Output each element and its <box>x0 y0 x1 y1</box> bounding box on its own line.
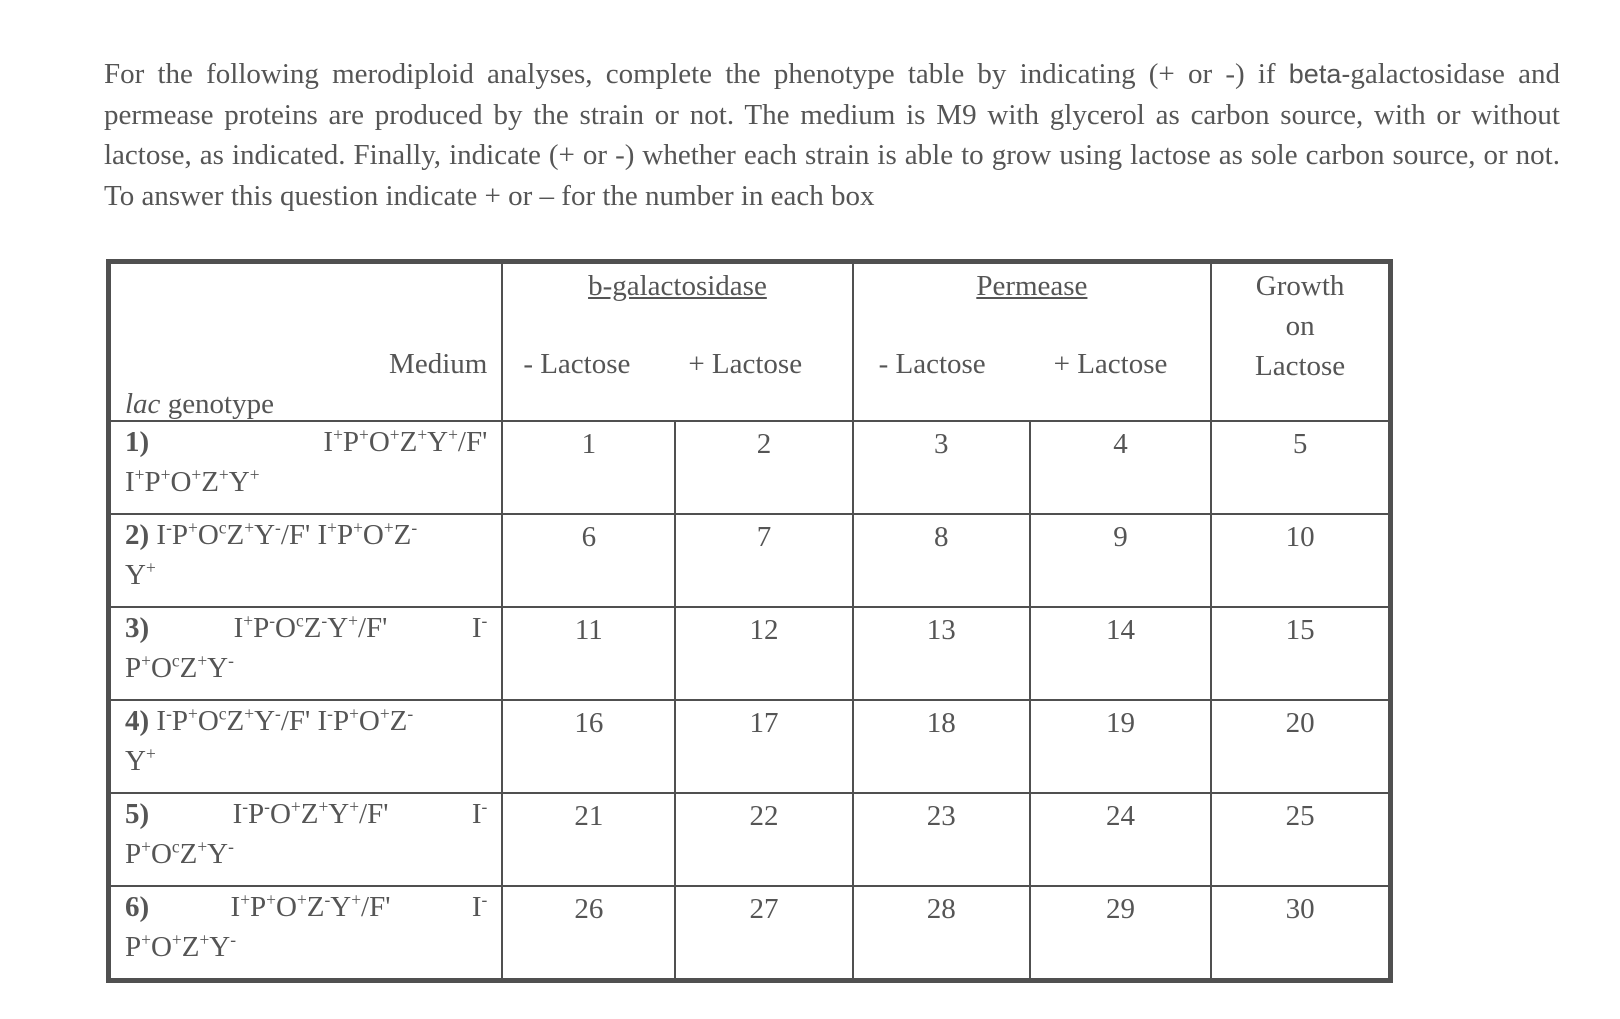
genotype-main <box>125 887 149 927</box>
answer-box[interactable]: 2 <box>675 421 852 514</box>
bgal-title: b-galactosidase <box>588 270 767 302</box>
instructions-part2: beta- <box>1288 59 1351 89</box>
answer-box[interactable]: 8 <box>853 514 1030 607</box>
instructions-part1: For the following merodiploid analyses, complete the phenotype table by indicating (+ or -) if <box>104 58 1289 90</box>
answer-box[interactable]: 4 <box>1030 421 1211 514</box>
genotype-line2: I+P+O+Z+Y+ <box>125 464 260 498</box>
answer-box[interactable]: 25 <box>1211 793 1390 886</box>
genotype-line2: $P^+O^cZ^+Y^-$ <box>125 650 234 684</box>
bgal-plus-lactose: + Lactose <box>688 348 803 380</box>
header-row <box>109 262 1391 422</box>
genotype-text: $I^-P^+O^cZ^+Y^-/F'$ I-P+O+Z- <box>149 703 414 737</box>
answer-box[interactable]: 26 <box>502 886 675 981</box>
instructions-paragraph <box>104 54 1560 216</box>
answer-box[interactable]: 30 <box>1211 886 1390 981</box>
growth-line2: on <box>1285 310 1315 342</box>
genotype-cell <box>109 607 503 700</box>
answer-box[interactable]: 27 <box>675 886 852 981</box>
answer-box[interactable]: 15 <box>1211 607 1390 700</box>
genotype-tail: I- <box>471 796 488 830</box>
genotype-text: $I^-P^+O^cZ^+Y^-/F'$ I+P+O+Z- <box>149 517 418 551</box>
genotype-line1 <box>125 422 487 462</box>
genotype-cell <box>109 421 503 514</box>
instructions-part3: galactosidase and permease proteins are produced by the strain or not. The medium is M9 with glycerol as carbon source, with or without lactose, as indicated. Finally, indicate (+ or -) whether each strain is able to grow using lactose as sole carbon source, or not. To answer this question indicate + or – for the number in each box <box>104 58 1560 212</box>
genotype-cell <box>109 793 503 886</box>
answer-box[interactable]: 19 <box>1030 700 1211 793</box>
table-row <box>109 421 1391 514</box>
bgal-minus-lactose: - Lactose <box>523 348 631 380</box>
genotype-line1 <box>125 701 487 741</box>
row-number: 1) <box>125 426 150 458</box>
answer-box[interactable]: 9 <box>1030 514 1211 607</box>
table-row <box>109 700 1391 793</box>
genotype-label <box>125 388 274 421</box>
growth-line1: Growth <box>1255 270 1345 302</box>
genotype-label-rest: genotype <box>160 388 274 420</box>
header-permease-group <box>853 262 1212 422</box>
answer-box[interactable]: 12 <box>675 607 852 700</box>
answer-box[interactable]: 14 <box>1030 607 1211 700</box>
genotype-tail: I- <box>471 889 488 923</box>
answer-box[interactable]: 6 <box>502 514 675 607</box>
answer-box[interactable]: 10 <box>1211 514 1390 607</box>
genotype-text: I-P-O+Z+Y+/F' <box>232 796 389 830</box>
permease-minus-lactose: - Lactose <box>878 348 986 380</box>
genotype-main <box>125 422 149 462</box>
genotype-cell <box>109 886 503 981</box>
answer-box[interactable]: 3 <box>853 421 1030 514</box>
genotype-main <box>125 515 417 555</box>
genotype-line1 <box>125 887 487 927</box>
genotype-line2: P+O+Z+Y- <box>125 929 236 963</box>
permease-title: Permease <box>976 270 1088 302</box>
genotype-line2: Y+ <box>125 557 156 591</box>
answer-box[interactable]: 23 <box>853 793 1030 886</box>
header-growth-cell <box>1211 262 1390 422</box>
genotype-line1 <box>125 515 487 555</box>
answer-box[interactable]: 16 <box>502 700 675 793</box>
answer-box[interactable]: 11 <box>502 607 675 700</box>
row-number: 3) <box>125 612 150 644</box>
permease-plus-lactose: + Lactose <box>1053 348 1168 380</box>
answer-box[interactable]: 17 <box>675 700 852 793</box>
answer-box[interactable]: 24 <box>1030 793 1211 886</box>
medium-label: Medium <box>389 348 488 380</box>
genotype-cell <box>109 514 503 607</box>
answer-box[interactable]: 7 <box>675 514 852 607</box>
answer-box[interactable]: 1 <box>502 421 675 514</box>
genotype-main <box>125 608 149 648</box>
row-number: 4) <box>125 705 150 737</box>
genotype-tail: I- <box>471 610 488 644</box>
header-genotype-medium-cell <box>109 262 503 422</box>
row-number: 6) <box>125 891 150 923</box>
answer-box[interactable]: 28 <box>853 886 1030 981</box>
table-row <box>109 886 1391 981</box>
answer-box[interactable]: 20 <box>1211 700 1390 793</box>
row-number: 5) <box>125 798 150 830</box>
table-row <box>109 793 1391 886</box>
genotype-line1 <box>125 608 487 648</box>
genotype-main <box>125 794 149 834</box>
row-number: 2) <box>125 519 150 551</box>
answer-box[interactable]: 29 <box>1030 886 1211 981</box>
genotype-text: I+P+O+Z-Y+/F' <box>230 889 391 923</box>
genotype-text: I+P+O+Z+Y+/F' <box>323 424 488 458</box>
table-row <box>109 514 1391 607</box>
answer-box[interactable]: 5 <box>1211 421 1390 514</box>
phenotype-table <box>106 259 1393 983</box>
answer-box[interactable]: 18 <box>853 700 1030 793</box>
genotype-cell <box>109 700 503 793</box>
genotype-line1 <box>125 794 487 834</box>
genotype-label-lac: lac <box>125 388 161 420</box>
genotype-text: $I^+P^-O^cZ^-Y^+/F'$ <box>233 610 388 644</box>
genotype-main <box>125 701 413 741</box>
genotype-line2: Y+ <box>125 743 156 777</box>
answer-box[interactable]: 13 <box>853 607 1030 700</box>
header-bgal-group <box>502 262 852 422</box>
genotype-line2: $P^+O^cZ^+Y^-$ <box>125 836 234 870</box>
table-row <box>109 607 1391 700</box>
answer-box[interactable]: 21 <box>502 793 675 886</box>
growth-line3: Lactose <box>1255 350 1346 382</box>
answer-box[interactable]: 22 <box>675 793 852 886</box>
